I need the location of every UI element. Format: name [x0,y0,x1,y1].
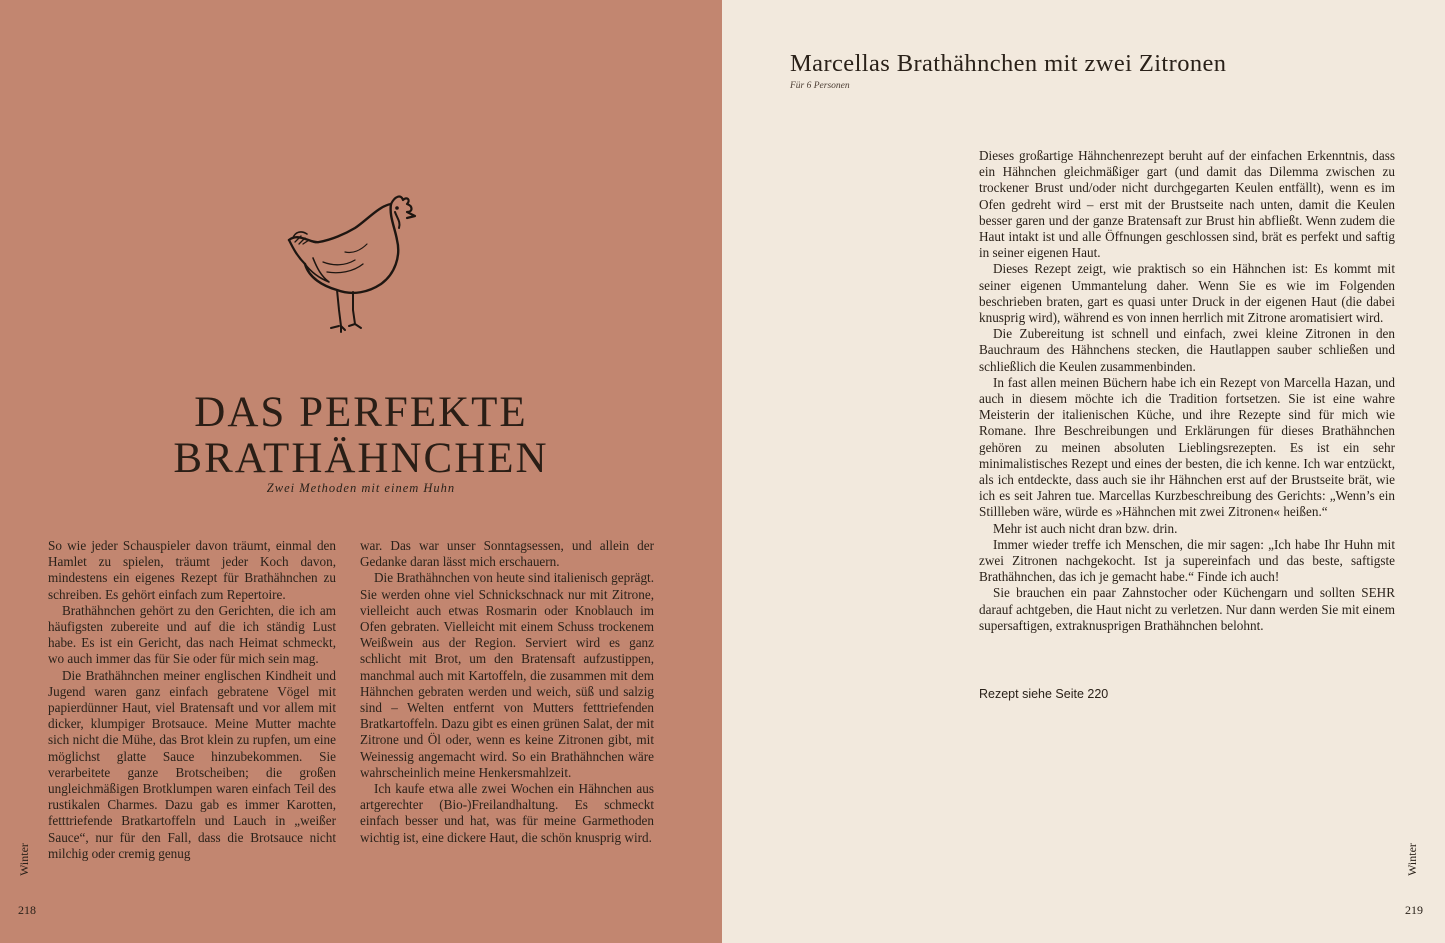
page-number-left: 218 [18,903,36,917]
section-label-right: Winter [1404,843,1419,876]
left-page [0,0,722,943]
chapter-subtitle: Zwei Methoden mit einem Huhn [266,481,456,495]
paragraph: Dieses Rezept zeigt, wie praktisch so ein Hähnchen ist: Es kommt mit seiner eigenen Ummantelung daher. Wenn Sie es wie im Folgenden beschrieben braten, gart es quasi unter Druck in der eigenen Haut (die dabei knusprig wird), während es von innen herrlich mit Zitrone aromatisiert wird. [979,261,1395,326]
paragraph: So wie jeder Schauspieler davon träumt, einmal den Hamlet zu spielen, träumt jeder Koch davon, mindestens ein eigenes Rezept für Brathähnchen zu schreiben. Es gehört einfach zum Repertoire. [48,538,336,602]
section-label-left: Winter [16,843,31,876]
paragraph: Ich kaufe etwa alle zwei Wochen ein Hähnchen aus artgerechter (Bio-)Freilandhaltung. Es schmeckt einfach besser und hat, was für meine Garmethoden wichtig ist, eine dickere Haut, die schön knusprig wird. [360,781,654,845]
recipe-reference: Rezept siehe Seite 220 [979,687,1109,701]
chapter-title-line-1: DAS PERFEKTE [194,389,528,436]
intro-text-column-2 [360,538,654,846]
paragraph: In fast allen meinen Büchern habe ich ein Rezept von Marcella Hazan, und auch in diesem möchte ich die Tradition fortsetzen. Sie ist eine wahre Meisterin der italienischen Küche, und ihre Rezepte sind für mich wie Romane. Ihre Beschreibungen und Erklärungen für dieses Brathähnchen gehören zu meinen absoluten Lieblingsrezepten. Es ist ein sehr minimalistisches Rezept und eines der besten, die ich kenne. Ich war entzückt, als ich entdeckte, dass auch sie ihr Hähnchen erst auf der Brustseite brät, wie ich es seit Jahren tue. Marcellas Kurzbeschreibung des Gerichts: „Wenn’s ein Stillleben wäre, würde es »Hähnchen mit zwei Zitronen« heißen.“ [979,374,1395,520]
paragraph: Die Brathähnchen meiner englischen Kindheit und Jugend waren ganz einfach gebratene Vögel mit papierdünner Haut, viel Bratensaft und vor allem mit dicker, klumpiger Brotsauce. Meine Mutter machte sich nicht die Mühe, das Brot klein zu rupfen, um eine möglichst glatte Sauce hinzubekommen. Sie verarbeitete ganze Brotscheiben; die großen ungleichmäßigen Brotklumpen waren einfach Teil des rustikalen Charmes. Dazu gab es immer Karotten, fetttriefende Bratkartoffeln und Lauch in „weißer Sauce“, nur für den Fall, dass die Brotsauce nicht milchig oder cremig genug [48,667,336,861]
paragraph: Sie brauchen ein paar Zahnstocher oder Küchengarn und sollten SEHR darauf achtgeben, die Haut nicht zu verletzen. Nur dann werden Sie mit einem supersaftigen, extraknusprigen Brathähnchen belohnt. [979,585,1395,633]
paragraph: Die Brathähnchen von heute sind italienisch geprägt. Sie werden ohne viel Schnickschnack nur mit Zitrone, vielleicht auch etwas Rosmarin oder Knoblauch im Ofen gebraten. Vielleicht mit einem Schuss trockenem Weißwein aus der Region. Serviert wird es ganz schlicht mit Brot, um den Bratensaft aufzustippen, manchmal auch mit Kartoffeln, die zusammen mit dem Hähnchen gebraten werden und weich, süß und salzig sind – Welten entfernt von Mutters fetttriefenden Bratkartoffeln. Dazu gibt es einen grünen Salat, der mit Zitrone und Öl oder, wenn es keine Zitronen gibt, mit Weinessig angemacht wird. So ein Brathähnchen wäre wahrscheinlich meine Henkersmahlzeit. [360,570,654,780]
paragraph: Mehr ist auch nicht dran bzw. drin. [993,520,1178,536]
paragraph: war. Das war unser Sonntagsessen, und allein der Gedanke daran lässt mich erschauern. [360,538,654,570]
chapter-title-line-2: BRATHÄHNCHEN [173,435,549,482]
page-number-right: 219 [1405,903,1423,917]
paragraph: Brathähnchen gehört zu den Gerichten, die ich am häufigsten zubereite und auf die ich ständig Lust habe. Es ist ein Gericht, das nach Heimat schmeckt, wo auch immer das für Sie oder für mich sein mag. [48,602,336,667]
hen-illustration [283,192,423,337]
recipe-title: Marcellas Brathähnchen mit zwei Zitronen [790,50,1227,77]
chapter-title [0,390,722,482]
paragraph: Die Zubereitung ist schnell und einfach, zwei kleine Zitronen in den Bauchraum des Hähnchens stecken, die Hautlappen sauber schließen und schließlich die Keulen zusammenbinden. [979,326,1395,374]
intro-text-column-1 [48,538,336,862]
paragraph: Dieses großartige Hähnchenrezept beruht auf der einfachen Erkenntnis, dass ein Hähnchen gleichmäßiger gart (und damit das Dilemma zwischen zu trockener Brust und/oder nicht durchgegarten Keulen entfällt), wenn es im Ofen gedreht wird – erst mit der Brustseite nach unten, damit die Keulen besser garen und der ganze Bratensaft zur Brust hin abfließt. Wenn zudem die Haut intakt ist und alle Öffnungen geschlossen sind, brät es perfekt und saftig in seiner eigenen Haut. [979,148,1395,261]
paragraph: Immer wieder treffe ich Menschen, die mir sagen: „Ich habe Ihr Huhn mit zwei Zitronen nachgekocht. Ist ja supereinfach und das beste, saftigste Brathähnchen, das ich je gemacht habe.“ Finde ich auch! [979,536,1395,585]
recipe-intro-text [979,148,1395,634]
servings: Für 6 Personen [790,81,850,91]
